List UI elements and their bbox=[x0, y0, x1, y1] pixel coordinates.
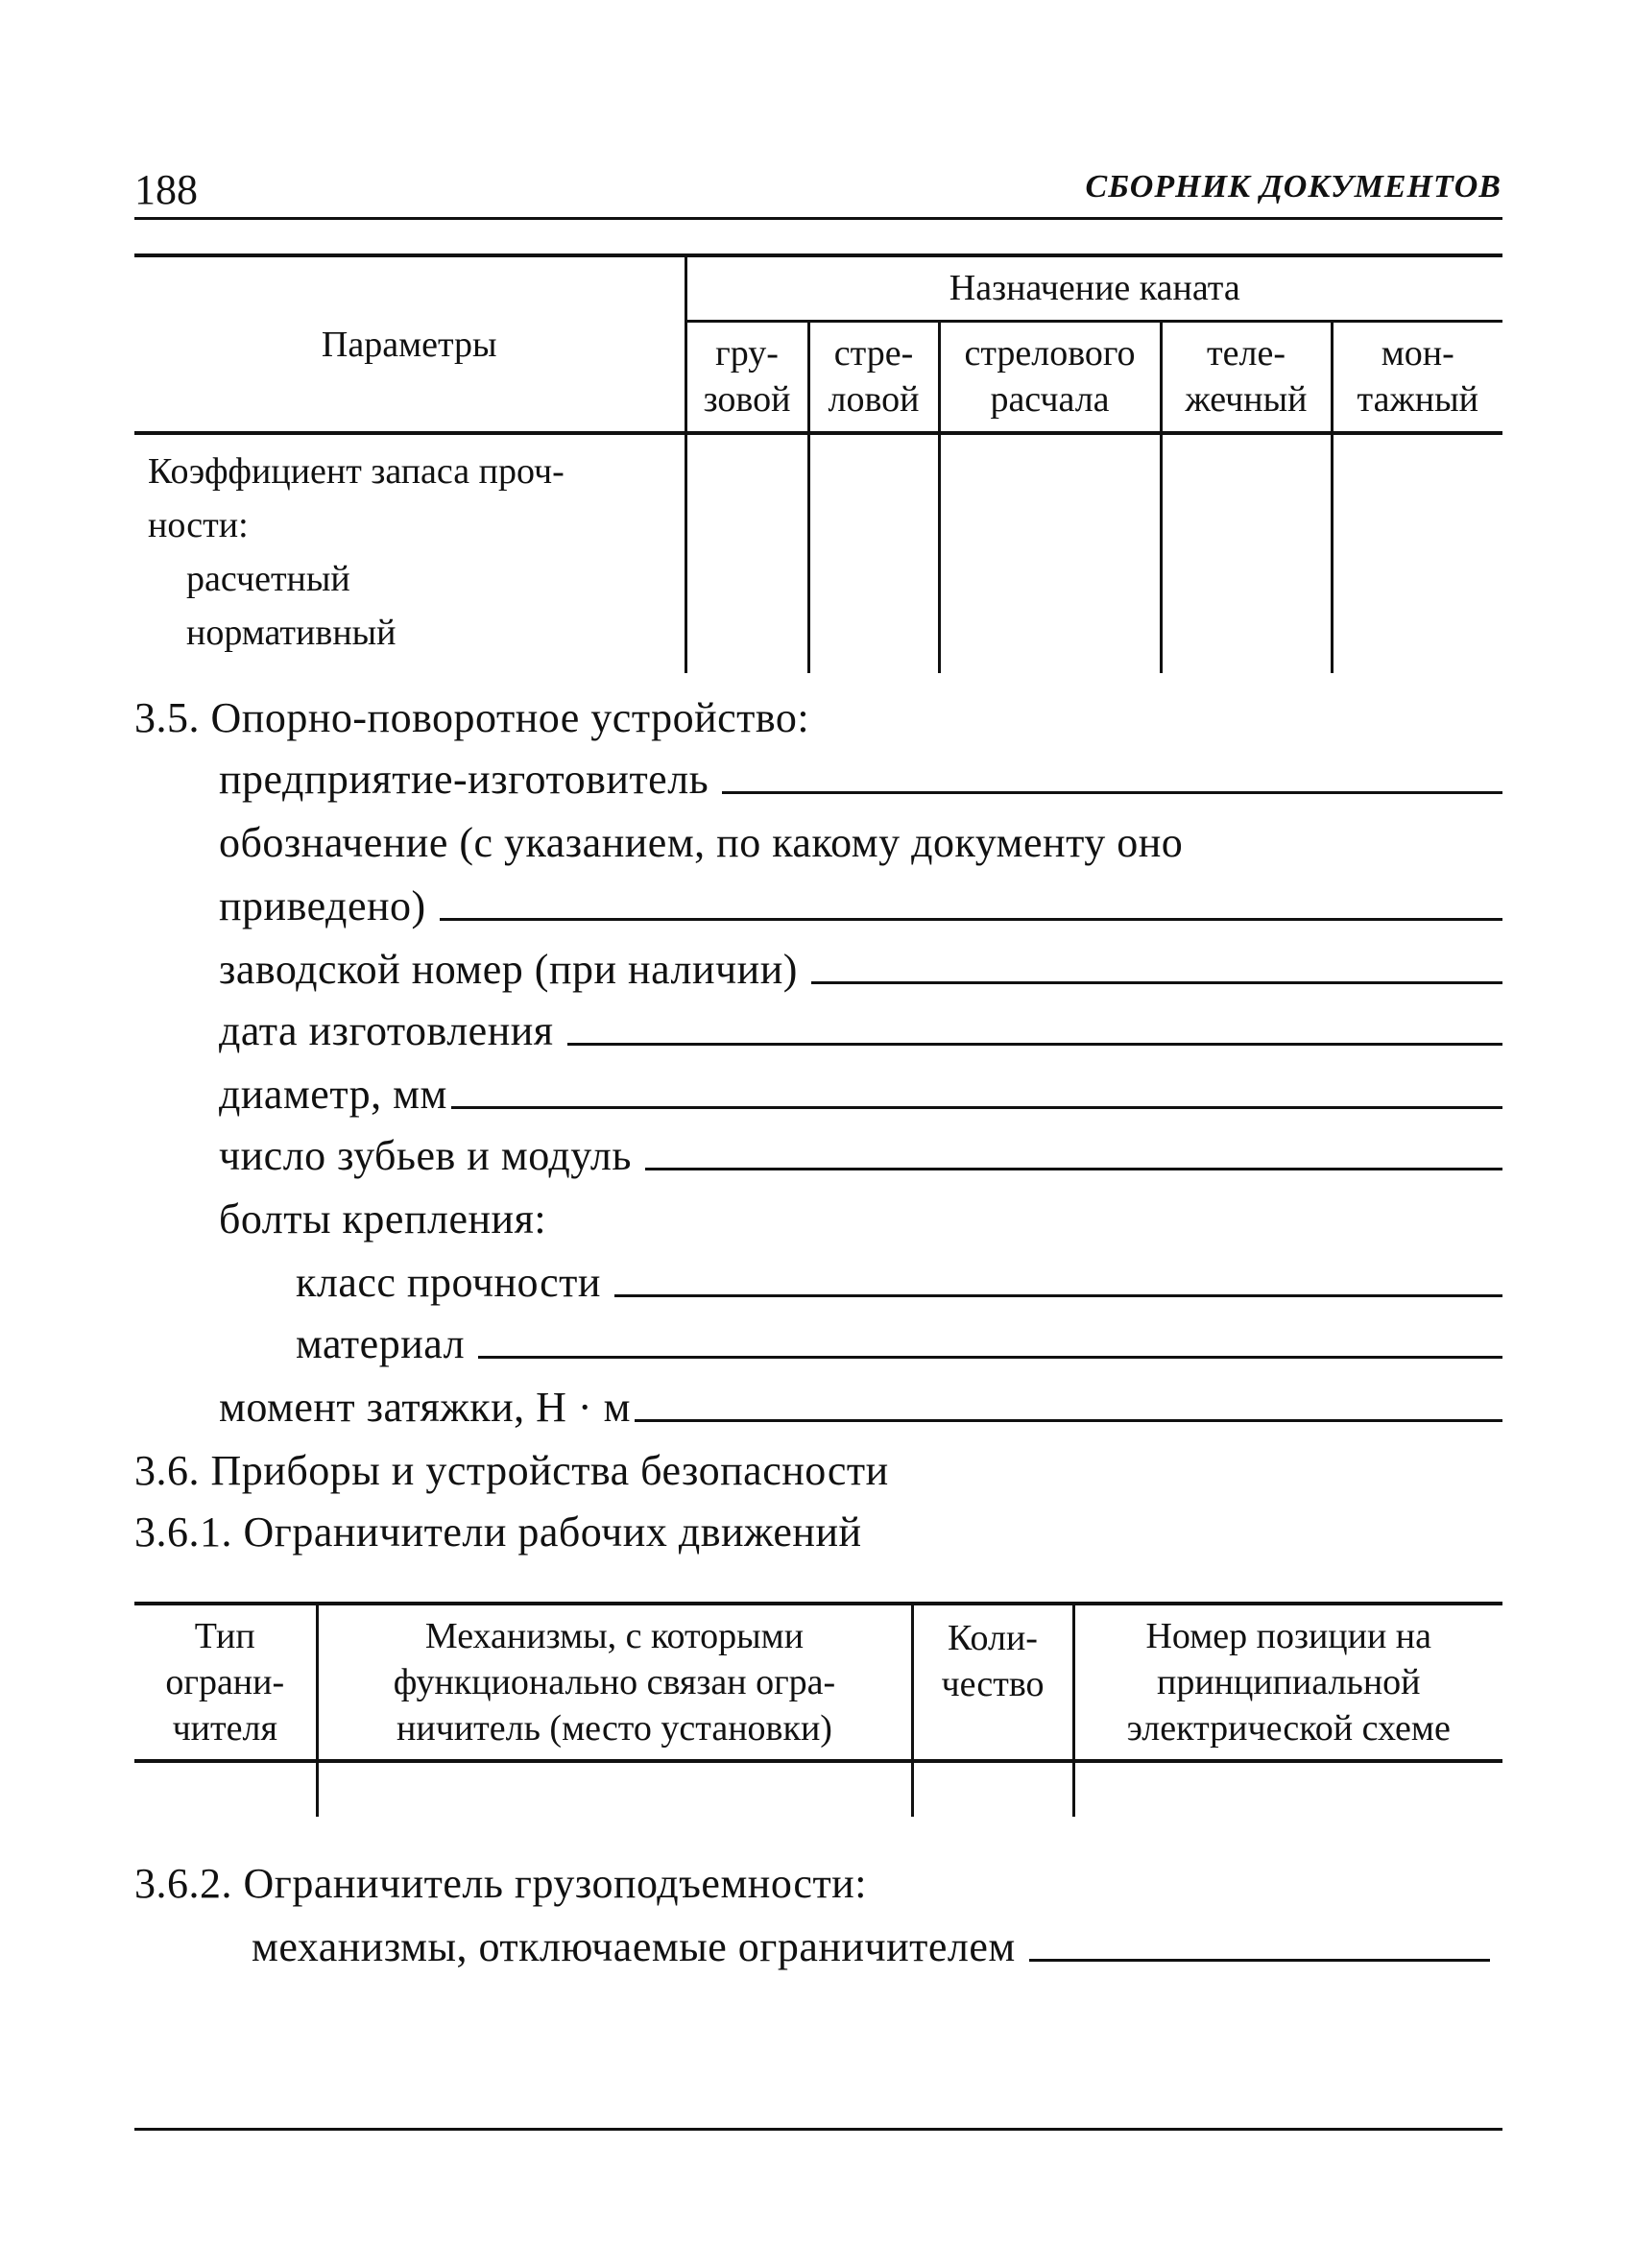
cell-boom-guy[interactable] bbox=[939, 433, 1161, 673]
cell-boom[interactable] bbox=[808, 433, 939, 673]
serial-row: заводской номер (при наличии) bbox=[219, 945, 1502, 994]
designation-row-2: приведено) bbox=[219, 881, 1502, 930]
manufacturer-blank[interactable] bbox=[722, 791, 1502, 794]
col-cargo: гру- зовой bbox=[685, 321, 808, 433]
col-position-number: Номер позиции на принципиальной электрической схеме bbox=[1073, 1604, 1502, 1761]
serial-blank[interactable] bbox=[811, 981, 1502, 984]
designation-row: обозначение (с указанием, по какому документу оно bbox=[219, 819, 1184, 866]
cell-mounting[interactable] bbox=[1332, 433, 1502, 673]
material-row: материал bbox=[296, 1319, 1502, 1368]
cell-cargo[interactable] bbox=[685, 433, 808, 673]
limiters-table bbox=[134, 1602, 1502, 1817]
diameter-row: диаметр, мм bbox=[219, 1070, 1502, 1119]
section-3-6-heading: 3.6. Приборы и устройства безопасности bbox=[134, 1447, 889, 1494]
section-3-6-2-heading: 3.6.2. Ограничитель грузоподъемности: bbox=[134, 1860, 867, 1907]
page-number: 188 bbox=[134, 166, 198, 213]
strength-class-row: класс прочности bbox=[296, 1258, 1502, 1307]
col-limiter-type: Тип ограни- чителя bbox=[134, 1604, 317, 1761]
rope-purpose-table bbox=[134, 253, 1502, 673]
strength-class-blank[interactable] bbox=[614, 1294, 1502, 1297]
col-quantity: Коли- чество bbox=[912, 1604, 1073, 1761]
mechanisms-blank[interactable] bbox=[1029, 1959, 1490, 1962]
designation-blank[interactable] bbox=[440, 918, 1502, 921]
cell-quantity[interactable] bbox=[912, 1761, 1073, 1817]
date-row: дата изготовления bbox=[219, 1006, 1502, 1055]
cell-position-number[interactable] bbox=[1073, 1761, 1502, 1817]
col-boom: стре- ловой bbox=[808, 321, 939, 433]
section-3-6-1-heading: 3.6.1. Ограничители рабочих движений bbox=[134, 1508, 862, 1556]
bolts-row: болты крепления: bbox=[219, 1195, 547, 1243]
purpose-group-header: Назначение каната bbox=[685, 255, 1502, 321]
col-boom-guy: стрелового расчала bbox=[939, 321, 1161, 433]
torque-blank[interactable] bbox=[635, 1419, 1502, 1422]
running-title: СБОРНИК ДОКУМЕНТОВ bbox=[1085, 169, 1502, 205]
teeth-row: число зубьев и модуль bbox=[219, 1131, 1502, 1180]
mechanisms-row: механизмы, отключаемые ограничителем bbox=[252, 1922, 1490, 1971]
safety-factor-label: Коэффициент запаса проч- ности: расчетный нормативный bbox=[134, 433, 685, 673]
date-blank[interactable] bbox=[567, 1043, 1502, 1046]
cell-limiter-type[interactable] bbox=[134, 1761, 317, 1817]
torque-row: момент затяжки, Н · м bbox=[219, 1383, 1502, 1432]
col-mounting: мон- тажный bbox=[1332, 321, 1502, 433]
bottom-rule bbox=[134, 2128, 1502, 2131]
col-mechanisms: Механизмы, с которыми функционально связан огра- ничитель (место установки) bbox=[317, 1604, 912, 1761]
header-rule bbox=[134, 217, 1502, 220]
normative-label: нормативный bbox=[186, 613, 396, 653]
cell-mechanisms[interactable] bbox=[317, 1761, 912, 1817]
diameter-blank[interactable] bbox=[451, 1106, 1502, 1109]
cell-trolley[interactable] bbox=[1161, 433, 1332, 673]
section-3-5-heading: 3.5. Опорно-поворотное устройство: bbox=[134, 694, 810, 741]
teeth-blank[interactable] bbox=[645, 1168, 1502, 1170]
material-blank[interactable] bbox=[478, 1356, 1502, 1359]
params-header: Параметры bbox=[134, 255, 685, 433]
manufacturer-row: предприятие-изготовитель bbox=[219, 755, 1502, 804]
calculated-label: расчетный bbox=[186, 559, 350, 599]
col-trolley: теле- жечный bbox=[1161, 321, 1332, 433]
